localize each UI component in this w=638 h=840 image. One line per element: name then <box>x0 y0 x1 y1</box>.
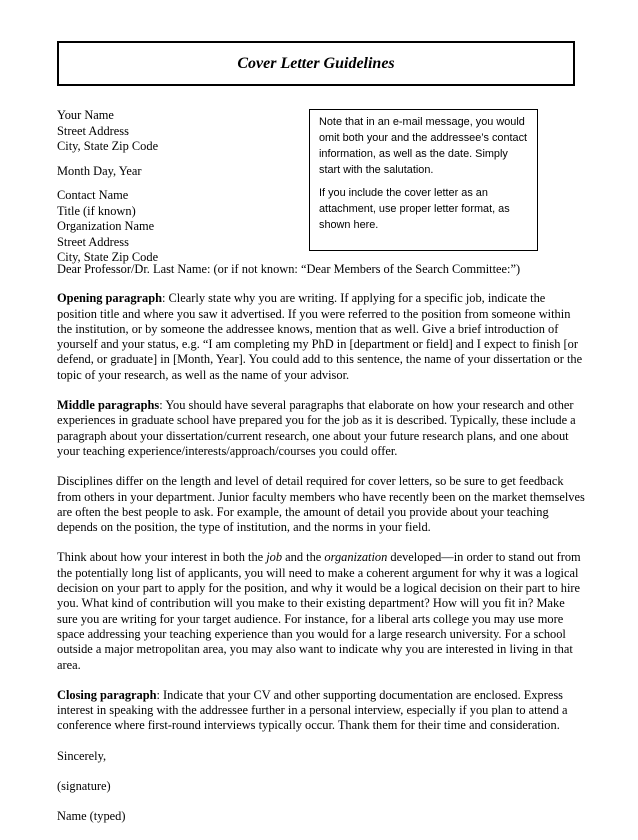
your-city: City, State Zip Code <box>57 139 159 153</box>
letter-date: Month Day, Year <box>57 163 142 178</box>
salutation: Dear Professor/Dr. Last Name: (or if not known: “Dear Members of the Search Committee:”) <box>57 262 521 276</box>
middle-label: Middle paragraphs <box>57 398 160 413</box>
closing-paragraph <box>57 688 587 734</box>
job-emphasis: job <box>266 550 283 565</box>
note-email: Note that in an e-mail message, you would omit both your and the addressee’s contact information, as well as the date. Simply start with the salutation. <box>319 116 528 176</box>
email-note-box <box>309 109 538 251</box>
title-box <box>57 41 575 86</box>
organization-street: Street Address <box>57 234 129 249</box>
typed-name: Name (typed) <box>57 809 126 824</box>
opening-label: Opening paragraph <box>57 291 162 306</box>
address-block <box>57 108 158 266</box>
your-street: Street Address <box>57 123 129 138</box>
think-paragraph: Think about how your interest in both the job and the organization developed—in order to stand out from the potentially long list of applicants, you will need to make a coherent argument for why it was a logical decision on your part to apply for the position, and why it would be a logical decision on their part to hire you. What kind of contribution will you make to their existing department? How will you fit in? Make sure you are writing for your target audience. For instance, for a liberal arts college you may use more space addressing your teaching experience than you would for a large research university. For a school outside a major metropolitan area, you may also want to indicate why you are interested in living in that area. <box>57 550 581 672</box>
middle-paragraph <box>57 398 587 459</box>
your-name: Your Name <box>57 108 114 122</box>
closing-text: : Indicate that your CV and other supporting documentation are enclosed. Express interest in speaking with the addressee further in a personal interview, especially if you plan to attend a conference where first-round interviews typically occur. Thank them for their time and consideration. <box>57 687 568 733</box>
sign-off: Sincerely, <box>57 748 107 763</box>
closing-label: Closing paragraph <box>57 687 157 702</box>
opening-paragraph <box>57 291 587 383</box>
organization-name: Organization Name <box>57 219 155 233</box>
opening-text: : Clearly state why you are writing. If applying for a specific job, indicate the position title and where you saw it advertised. If you were referred to the position from someone within the institution, or by someone the addressee knows, mention that as well. Give a brief introduction of yourself and your status, e.g. “I am completing my PhD in [department or field] and I expect to finish [or defend, or graduate] in [Month, Year]. You could add to this sentence, the name of your dissertation or the topic of your research, as well as the name of your advisor. <box>57 291 583 382</box>
signature-line: (signature) <box>57 779 111 794</box>
document-title: Cover Letter Guidelines <box>237 55 395 72</box>
disciplines-paragraph: Disciplines differ on the length and level of detail required for cover letters, so be sure to get feedback from others in your department. Junior faculty members who have recently been on the market themselves are often the best people to ask. For example, the amount of detail you provide about your teaching depends on the position, the type of institution, and the norms in your field. <box>57 474 585 535</box>
contact-title: Title (if known) <box>57 203 136 218</box>
middle-text: : You should have several paragraphs that elaborate on how your research and other experiences in graduate school have prepared you for the job as it is described. Typically, these include a paragraph about your dissertation/current research, one about your future research plans, and one about your teaching experience/interests/approach/courses you could offer. <box>57 398 576 458</box>
organization-city: City, State Zip Code <box>57 250 159 264</box>
contact-name: Contact Name <box>57 188 129 202</box>
organization-emphasis: organization <box>324 550 388 565</box>
note-attachment: If you include the cover letter as an attachment, use proper letter format, as shown here. <box>319 187 510 231</box>
letter-body <box>57 262 587 840</box>
